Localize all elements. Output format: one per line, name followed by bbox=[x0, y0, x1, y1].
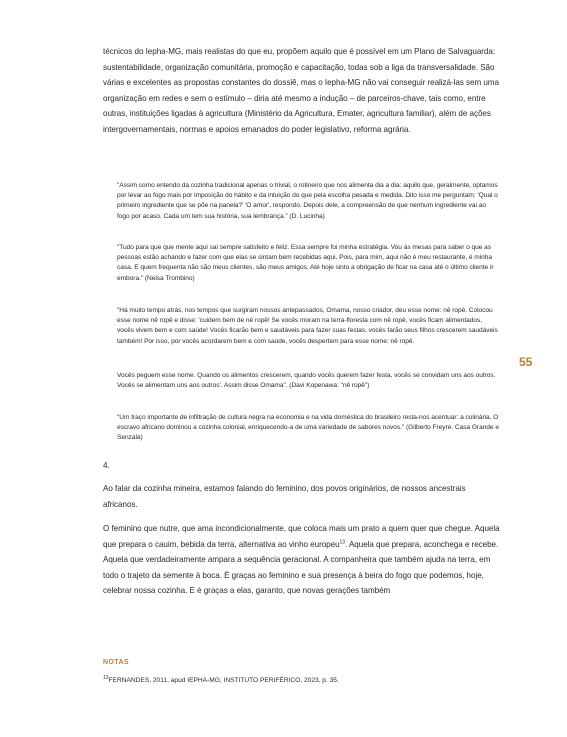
footnote-13 bbox=[103, 676, 500, 685]
quote-lucinha: "Assim como entendo da cozinha tradicional apenas o trivial, o rotineiro que nos alimenta dia a dia: aquilo que, geralmente, optamos por levar ao fogo mais por imposição do hábito e da intuição do que pela escolha pesada e medida. Dito isso me perguntam: 'Qual o primeiro ingrediente que se põe na panela?' 'O amor', respondo. Depois dele, a compreensão de que nenhum ingrediente vai ao fogo por acaso. Cada um tem sua história, sua lembrança." (D. Lucinha) bbox=[117, 182, 498, 220]
page-number: 55 bbox=[519, 355, 533, 369]
paragraph-feminino-end: . Aquela que prepara, aconchega e recebe. Aquela que verdadeiramente ampara a sequência geracional. A companheira que também ajuda na terra, em todo o trajeto da semente à boca. É graças ao feminino e sua presença à beira do fogo que podemos, hoje, celebrar nossa cozinha. E é graças a elas, garanto, que novas gerações também bbox=[103, 539, 499, 596]
footnote-number: 13 bbox=[103, 674, 109, 681]
quote-nelsa-trombino: "Tudo para que que mente aqui sai sempre satisfeito e feliz. Essa sempre foi minha estratégia. Vou às mesas para saber o que as pessoas estão achando e fazer com que elas se sintam bem recebidas aqui. Pois, para mim, aqui não é meu restaurante, é minha casa. E quem frequenta não são meus clientes, são meus amigos. Até hoje sinto a obrigação de ficar na casa até o último cliente ir embora." (Nelsa Trombino) bbox=[117, 244, 494, 282]
paragraph-feminino bbox=[103, 521, 500, 599]
paragraph-feminino-start: O feminino que nutre, que ama incondicionalmente, que coloca mais um prato a quem quer que chegue. Aquela que prepara o cauim, bebida da terra, alternativa ao vinho europeu bbox=[103, 524, 500, 549]
section-number: 4. bbox=[103, 461, 110, 470]
quote-gilberto-freyre: "Um traço importante de infiltração de cultura negra na economia e na vida doméstica do brasileiro resta-nos acentuar: a culinária. O escravo africano dominou a cozinha colonial, enriquecendo-a de uma variedade de sabores novos." (Gilberto Freyre. Casa Grande e Senzala) bbox=[117, 414, 499, 442]
quote-omama-part1: "Há muito tempo atrás, nos tempos que surgiram nossos antepassados, Omama, nosso criador, deu esse nome: nê ropê. Colocou esse nome nê ropê e disse: 'cuidem bem de nê ropê! Se vocês moram na terra-floresta com nê ropê, vocês ficam alimentados, vocês vivem bem e com saúde! Vocês ficarão bem e saudáveis para fazer suas festas, vocês farão seus filhos crescerem saudáveis também! Por isso, por vocês acordarem bem e com saúde, vocês despertem para esse nome: nê ropê. bbox=[117, 307, 498, 345]
notes-title: NOTAS bbox=[103, 659, 129, 666]
footnote-text: FERNANDES, 2011, apud IEPHA-MG; INSTITUTO PERIFÉRICO, 2023, p. 35. bbox=[108, 677, 339, 684]
footnote-ref-13[interactable]: 13 bbox=[339, 538, 345, 545]
paragraph-cozinha-mineira: Ao falar da cozinha mineira, estamos falando do feminino, dos povos originários, de nossos ancestrais africanos. bbox=[103, 484, 466, 509]
quote-omama-part2: Vocês peguem esse nome. Quando os alimentos crescerem, quando vocês querem fazer festa, vocês se convidam uns aos outros. Vocês se alimentam uns aos outros'. Assim disse Omama". (Davi Kopenawa: "nê ropê") bbox=[117, 372, 496, 390]
paragraph-plano-salvaguarda: técnicos do Iepha-MG, mais realistas do que eu, propõem aquilo que é possível em um Plano de Salvaguarda: sustentabilidade, organização comunitária, promoção e capacitação, todas sob a liga da transversalidade. São várias e excelentes as propostas constantes do dossiê, mas o Iepha-MG não vai conseguir realizá-las sem uma organização em redes e sem o estímulo – diria até mesmo a indução – de parceiros-chave, tais como, entre outras, instituições ligadas à agricultura (Ministério da Agricultura, Emater, agricultura familiar), além de ações intergovernamentais, normas e apoios emanados do poder legislativo, reforma agrária. bbox=[103, 47, 499, 134]
